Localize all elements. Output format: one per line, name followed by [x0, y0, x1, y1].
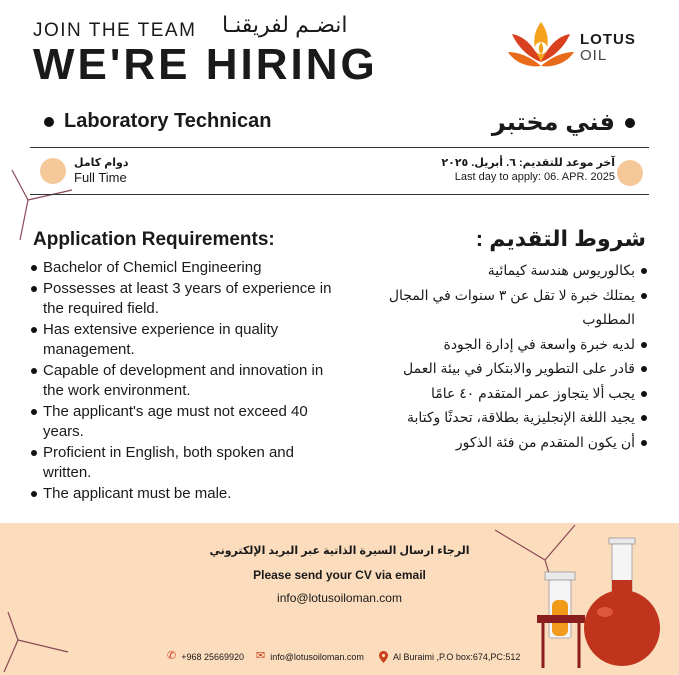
envelope-icon: ✉ [256, 650, 266, 662]
send-cv-instruction: Please send your CV via email [253, 568, 426, 582]
hiring-heading: WE'RE HIRING [33, 40, 378, 89]
contact-email[interactable] [256, 651, 364, 662]
requirement-item-arabic: يجب ألا يتجاوز عمر المتقدم ٤٠ عامًا [384, 381, 649, 406]
deadline: Last day to apply: 06. APR. 2025 [454, 171, 615, 183]
address-text: Al Buraimi ,P.O box:674,PC:512 [393, 652, 521, 662]
requirement-item: Proficient in English, both spoken and written. [30, 443, 345, 484]
requirement-item: The applicant must be male. [30, 484, 345, 505]
requirement-item: The applicant's age must not exceed 40 years. [30, 402, 345, 443]
divider-bottom [30, 194, 649, 195]
location-pin-icon [379, 651, 388, 663]
requirement-item: Possesses at least 3 years of experience in the required field. [30, 279, 345, 320]
requirements-title: Application Requirements: [33, 229, 275, 250]
divider-top [30, 147, 649, 148]
accent-circle-right [617, 160, 643, 186]
join-team-heading: JOIN THE TEAM [33, 20, 197, 41]
bullet-icon [625, 118, 635, 128]
requirements-list [30, 258, 345, 504]
bullet-icon [44, 117, 54, 127]
send-cv-arabic: الرجاء ارسال السيرة الذاتية عبر البريد الإلكتروني [209, 545, 470, 557]
logo-word-oil: OIL [580, 47, 608, 64]
deadline-arabic: آخر موعد للتقديم: ٦. أبريل. ٢٠٢٥ [441, 157, 615, 169]
requirement-item: Bachelor of Chemicl Engineering [30, 258, 345, 279]
requirement-item-arabic: أن يكون المتقدم من فئة الذكور [384, 430, 649, 455]
requirement-item-arabic: بكالوريوس هندسة كيمائية [384, 258, 649, 283]
lotus-logo-icon [506, 18, 576, 76]
requirement-item-arabic: قادر على التطوير والابتكار في بيئة العمل [384, 356, 649, 381]
join-team-heading-arabic: انضـم لفريقنـا [222, 12, 348, 37]
job-title-arabic [492, 108, 635, 137]
contact-phone[interactable] [167, 651, 244, 662]
email-link[interactable]: info@lotusoiloman.com [277, 591, 402, 605]
email-address: info@lotusoiloman.com [270, 651, 364, 662]
requirement-item: Has extensive experience in quality management. [30, 320, 345, 361]
requirements-list-arabic [384, 258, 649, 454]
phone-icon: ✆ [167, 650, 177, 662]
requirement-item-arabic: يمتلك خبرة لا تقل عن ٣ سنوات في المجال المطلوب [384, 283, 649, 332]
job-title-label: Laboratory Technican [64, 110, 272, 132]
job-type: Full Time [74, 170, 127, 185]
phone-number: +968 25669920 [181, 651, 245, 662]
job-type-arabic: دوام كامل [74, 157, 129, 169]
accent-circle-left [40, 158, 66, 184]
requirement-item-arabic: لديه خبرة واسعة في إدارة الجودة [384, 332, 649, 357]
requirement-item: Capable of development and innovation in the work environment. [30, 361, 345, 402]
job-title-english [44, 110, 271, 133]
contact-address [379, 651, 520, 663]
requirement-item-arabic: يجيد اللغة الإنجليزية بطلاقة، تحدثًا وكتابة [384, 405, 649, 430]
logo-wordmark [580, 32, 636, 64]
requirements-title-arabic: شروط التقديم : [475, 226, 646, 251]
job-title-label-arabic: فني مختبر [491, 109, 615, 136]
logo-word-lotus: LOTUS [580, 31, 636, 48]
